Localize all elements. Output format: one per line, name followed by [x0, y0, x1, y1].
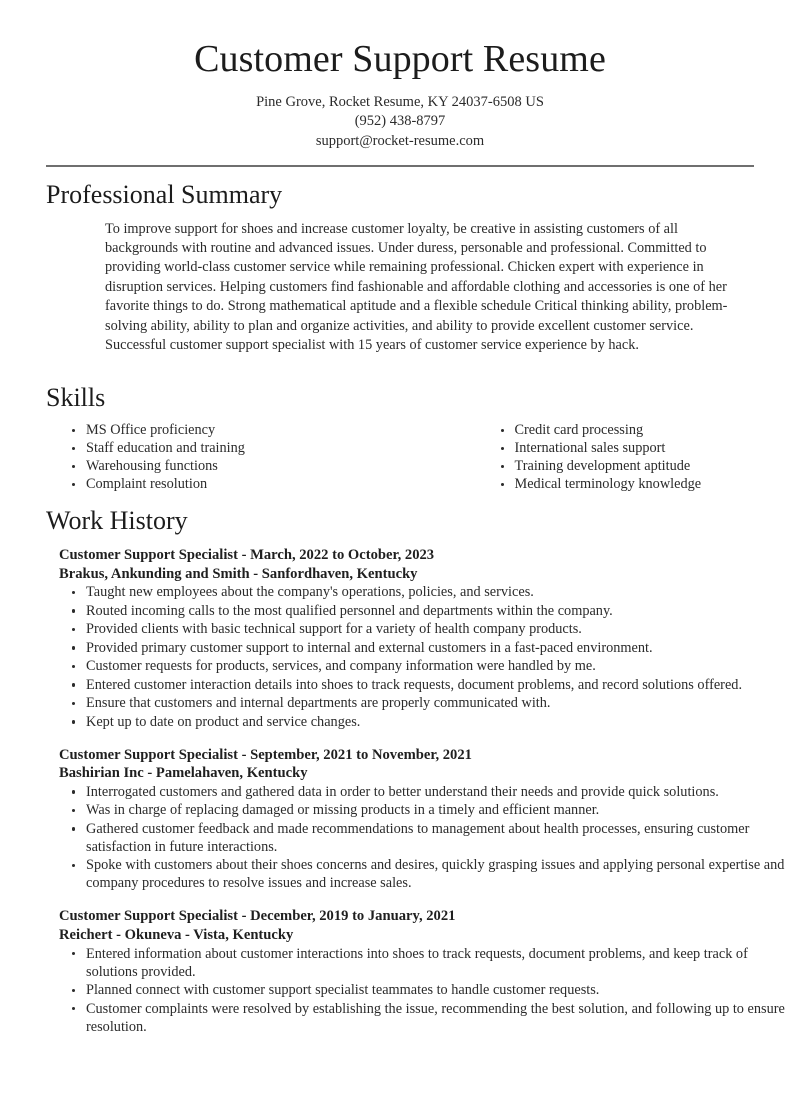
- contact-address: Pine Grove, Rocket Resume, KY 24037-6508 US: [0, 93, 800, 113]
- list-item: Ensure that customers and internal departments are properly communicated with.: [59, 694, 800, 712]
- list-item: Medical terminology knowledge: [488, 475, 800, 493]
- page-title: Customer Support Resume: [0, 38, 800, 81]
- job-title: Customer Support Specialist - March, 2022 to October, 2023: [59, 546, 800, 565]
- list-item: Complaint resolution: [59, 475, 430, 493]
- skills-column-right: [430, 421, 800, 493]
- job-entry: [59, 546, 800, 731]
- contact-email: support@rocket-resume.com: [0, 132, 800, 152]
- work-history-list: [0, 546, 800, 1036]
- work-history-heading: Work History: [46, 493, 754, 536]
- skills-list-left: [59, 421, 430, 493]
- list-item: Kept up to date on product and service changes.: [59, 713, 800, 731]
- job-company: Reichert - Okuneva - Vista, Kentucky: [59, 926, 800, 945]
- list-item: Routed incoming calls to the most qualified personnel and departments within the company.: [59, 602, 800, 620]
- contact-block: [0, 93, 800, 152]
- list-item: Customer requests for products, services, and company information were handled by me.: [59, 657, 800, 675]
- job-title: Customer Support Specialist - December, 2019 to January, 2021: [59, 907, 800, 926]
- contact-phone: (952) 438-8797: [0, 112, 800, 132]
- job-bullets: [59, 783, 800, 893]
- section-skills: [0, 370, 800, 413]
- job-bullets: [59, 583, 800, 731]
- list-item: MS Office proficiency: [59, 421, 430, 439]
- skills-list-right: [488, 421, 800, 493]
- skills-columns: [0, 421, 800, 493]
- list-item: Training development aptitude: [488, 457, 800, 475]
- list-item: Warehousing functions: [59, 457, 430, 475]
- list-item: Taught new employees about the company's operations, policies, and services.: [59, 583, 800, 601]
- summary-body: [46, 220, 754, 356]
- section-work-history: [0, 493, 800, 536]
- job-entry: [59, 746, 800, 893]
- list-item: Provided primary customer support to internal and external customers in a fast-paced environment.: [59, 639, 800, 657]
- list-item: Was in charge of replacing damaged or missing products in a timely and efficient manner.: [59, 801, 800, 819]
- skills-column-left: [59, 421, 430, 493]
- summary-text: To improve support for shoes and increase customer loyalty, be creative in assisting customers of all backgrounds with routine and advanced issues. Under duress, personable and professional. Committed to providing world-class customer service while remaining professional. Chicken expert with experience in disruption services. Helping customers find fashionable and affordable clothing and accessories is one of her favorite things to do. Strong mathematical aptitude and a flexible schedule Critical thinking ability, problem-solving ability, ability to plan and organize activities, and ability to provide excellent customer service. Successful customer support specialist with 15 years of customer service experience by hack.: [105, 220, 753, 356]
- list-item: Spoke with customers about their shoes concerns and desires, quickly grasping issues and applying personal expertise and company procedures to resolve issues and increase sales.: [59, 856, 800, 892]
- list-item: Planned connect with customer support specialist teammates to handle customer requests.: [59, 981, 800, 999]
- resume-header: [0, 0, 800, 151]
- list-item: Gathered customer feedback and made recommendations to management about health processes, ensuring customer satisfaction in future interactions.: [59, 820, 800, 856]
- list-item: Staff education and training: [59, 439, 430, 457]
- job-company: Brakus, Ankunding and Smith - Sanfordhaven, Kentucky: [59, 565, 800, 584]
- list-item: Interrogated customers and gathered data in order to better understand their needs and provide quick solutions.: [59, 783, 800, 801]
- list-item: Provided clients with basic technical support for a variety of health company products.: [59, 620, 800, 638]
- job-title: Customer Support Specialist - September, 2021 to November, 2021: [59, 746, 800, 765]
- page-clip-guard: [0, 1035, 800, 1095]
- job-entry: [59, 907, 800, 1035]
- list-item: Entered customer interaction details into shoes to track requests, document problems, and record solutions offered.: [59, 676, 800, 694]
- list-item: Entered information about customer interactions into shoes to track requests, document problems, and keep track of solutions provided.: [59, 945, 800, 981]
- section-professional-summary: [0, 167, 800, 355]
- list-item: Credit card processing: [488, 421, 800, 439]
- summary-heading: Professional Summary: [46, 167, 754, 210]
- list-item: International sales support: [488, 439, 800, 457]
- job-company: Bashirian Inc - Pamelahaven, Kentucky: [59, 764, 800, 783]
- list-item: Customer complaints were resolved by establishing the issue, recommending the best solution, and following up to ensure resolution.: [59, 1000, 800, 1036]
- job-bullets: [59, 945, 800, 1036]
- skills-heading: Skills: [46, 370, 754, 413]
